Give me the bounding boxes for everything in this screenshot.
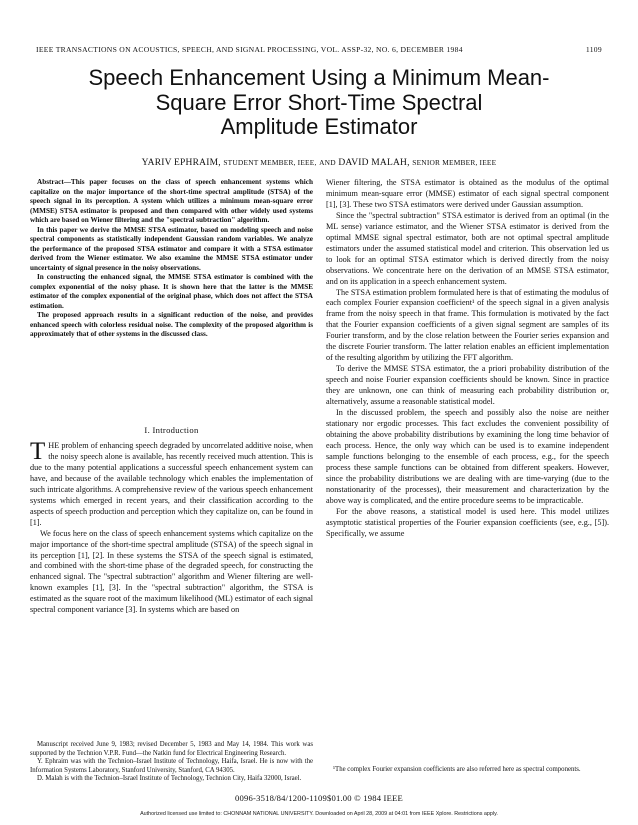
author-conjunction: AND — [319, 158, 336, 167]
author-name: DAVID MALAH, — [338, 158, 410, 168]
intro-paragraph — [30, 438, 313, 529]
drop-cap: T — [30, 438, 46, 465]
journal-name: IEEE TRANSACTIONS ON ACOUSTICS, SPEECH, AND SIGNAL PROCESSING, VOL. ASSP-32, NO. 6, DECEMBER 1984 — [36, 45, 463, 54]
author-role: SENIOR MEMBER, IEEE — [412, 158, 497, 167]
body-paragraph: To derive the MMSE STSA estimator, the a priori probability distribution of the speech and noise Fourier expansion coefficients should be known. Since in practice they are unknown, one can think of measuring each probability distribution or, alternatively, assume a reasonable statistical model. — [326, 364, 609, 407]
paper-title — [30, 66, 608, 140]
footnote-paragraph: Y. Ephraim was with the Technion–Israel Institute of Technology, Haifa, Israel. He is now with the Information Systems Laboratory, Stanford University, Stanford, CA 94305. — [30, 758, 313, 774]
title-line: Amplitude Estimator — [220, 114, 418, 139]
author-role: STUDENT MEMBER, IEEE, — [223, 158, 317, 167]
section-heading: I. Introduction — [144, 425, 199, 435]
abstract-paragraph: In this paper we derive the MMSE STSA estimator, based on modeling speech and noise spectral components as statistically independent Gaussian random variables. We analyze the performance of the proposed STSA estimator and compare it with a STSA estimator derived from the Wiener estimator. We also examine the MMSE STSA estimator under uncertainty of signal presence in the noisy observations. — [30, 225, 313, 272]
body-paragraph: Wiener filtering, the STSA estimator is obtained as the modulus of the optimal minimum mean-square error (MMSE) estimator of each signal spectral component [1], [3]. These two STSA estimators were derived under Gaussian assumption. — [326, 178, 609, 209]
introduction-body — [30, 438, 313, 616]
manuscript-footnote — [30, 741, 313, 784]
body-paragraph: In the discussed problem, the speech and possibly also the noise are neither stationary nor ergodic processes. This fact excludes the convenient possibility of obtaining the above probability distributions by examining the long time behavior of each process. Hence, the only way which can be used is to examine independent sample functions belonging to the ensemble of each process, e.g., for the speech process these sample functions can be obtained from different speakers. However, since the probability distributions we are dealing with are time-varying (due to the nonstationarity of the processes), their measurement and characterization by the above way is complicated, and the entire procedure seems to be impracticable. — [326, 408, 609, 505]
body-paragraph: Since the "spectral subtraction" STSA estimator is derived from an optimal (in the ML sense) variance estimator, and the Wiener STSA estimator is derived from the optimal MMSE signal spectral estimator, both are not optimal spectral amplitude estimators under the assumed statistical model and criterion. This observation led us to look for an optimal STSA estimator which is derived directly from the noisy observations. We concentrate here on the derivation of an MMSE STSA estimator, and on its application in a speech enhancement system. — [326, 210, 609, 286]
footnote-paragraph: D. Malah is with the Technion–Israel Institute of Technology, Technion City, Haifa 32000, Israel. — [37, 775, 302, 783]
author-line — [30, 158, 608, 168]
copyright-line: 0096-3518/84/1200-1109$01.00 © 1984 IEEE — [235, 793, 403, 803]
footnote-paragraph: Manuscript received June 9, 1983; revised December 5, 1983 and May 14, 1984. This work was supported by the Technion V.P.R. Fund—the Natkin fund for Electrical Engineering Research. — [30, 741, 313, 757]
intro-text: HE problem of enhancing speech degraded by uncorrelated additive noise, when the noisy speech alone is available, has recently received much attention. This is due to the many potential applications a successful speech enhancement system can have, and because of the available technology which enables the implementation of such intricate algorithms. A comprehensive review of the various speech enhancement systems which emerged in recent years, and their classification according to the aspects of speech production and perception which they capitalize on, can be found in [1]. — [30, 441, 313, 527]
footnote-paragraph: ¹The complex Fourier expansion coefficients are also referred here as spectral components. — [333, 766, 581, 773]
page-number: 1109 — [585, 45, 602, 54]
abstract — [30, 178, 313, 340]
right-column-body — [326, 178, 609, 539]
body-paragraph: For the above reasons, a statistical model is used here. This model utilizes asymptotic statistical properties of the Fourier expansion coefficients (see, e.g., [5]). Specifically, we assume — [326, 506, 609, 538]
author-name: YARIV EPHRAIM, — [141, 158, 221, 168]
spectral-footnote — [326, 766, 609, 775]
body-paragraph: The STSA estimation problem formulated here is that of estimating the modulus of each complex Fourier expansion coefficient¹ of the speech signal in a given analysis frame from the noisy speech in that frame. This formulation is motivated by the fact that the Fourier expansion coefficients of a given signal segment are samples of its Fourier transform, and by the close relation between the Fourier series expansion and the discrete Fourier transform. The latter relation enables an efficient implementation of the resulting algorithm by utilizing the FFT algorithm. — [326, 287, 609, 363]
running-header — [36, 45, 602, 54]
abstract-paragraph: In constructing the enhanced signal, the MMSE STSA estimator is combined with the complex exponential of the noisy phase. It is shown here that the latter is the MMSE estimator of the complex exponential of the original phase, which does not affect the STSA estimation. — [30, 273, 313, 310]
title-line: Speech Enhancement Using a Minimum Mean- — [88, 65, 550, 90]
intro-paragraph: We focus here on the class of speech enhancement systems which capitalize on the major importance of the short-time spectral amplitude (STSA) of the speech signal in its perception [1], [2]. In these systems the STSA of the speech signal is estimated, and combined with the short-time phase of the degraded speech, for constructing the enhanced signal. The "spectral subtraction" algorithm and Wiener filtering are well-known examples [1], [3]. In the "spectral subtraction" algorithm, the STSA is estimated as the square root of the maximum likelihood (ML) estimator of each signal spectral component variance [3]. In systems which are based on — [30, 528, 313, 615]
title-line: Square Error Short-Time Spectral — [155, 89, 483, 115]
license-notice: Authorized licensed use limited to: CHONNAM NATIONAL UNIVERSITY. Downloaded on April 28, 2009 at 04:01 from IEEE Xplore. Restrictions apply. — [140, 811, 498, 817]
abstract-paragraph: The proposed approach results in a significant reduction of the noise, and provides enhanced speech with colorless residual noise. The complexity of the proposed algorithm is approximately that of other systems in the discussed class. — [30, 311, 313, 338]
abstract-paragraph: Abstract—This paper focuses on the class of speech enhancement systems which capitalize on the major importance of the short-time spectral amplitude (STSA) of the speech signal in its perception. A system which utilizes a minimum mean-square error (MMSE) STSA estimator is proposed and then compared with other widely used systems which are based on Wiener filtering and the "spectral subtraction" algorithm. — [30, 178, 313, 224]
